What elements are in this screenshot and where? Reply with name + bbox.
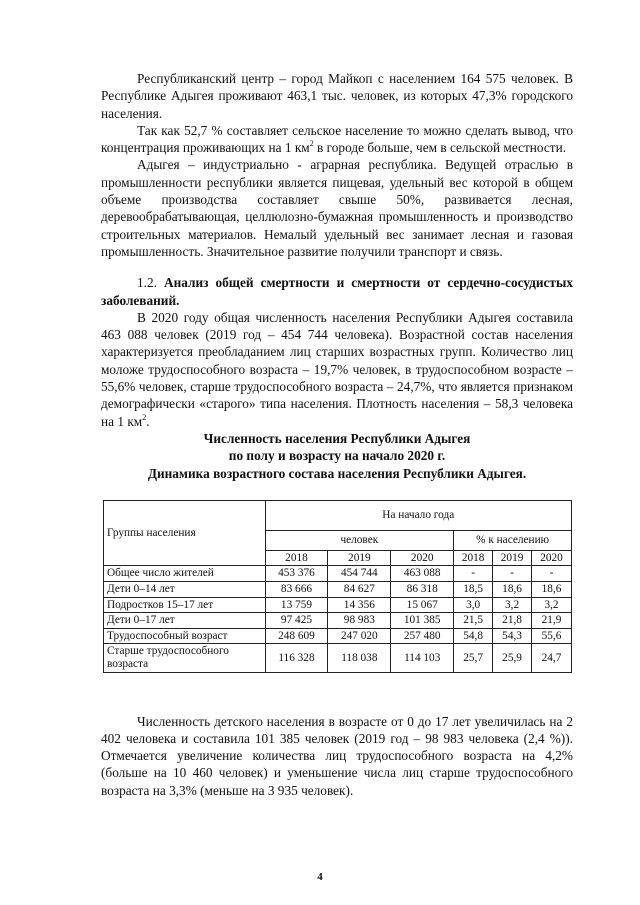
cell-percent: 55,6 [532, 628, 572, 644]
table-row [104, 613, 572, 629]
section-heading [101, 274, 573, 309]
page-number: 4 [317, 871, 323, 883]
paragraph-children: Численность детского населения в возрасте от 0 до 17 лет увеличилась на 2 402 человека и составила 101 385 человек (2019 год – 98 983 человека (2,4 %)). Отмечается увеличение количества лиц трудоспособного возраста на 4,2% (больше на 10 460 человек) и уменьшение числа лиц старше трудоспособного возраста на 3,3% (меньше на 3 935 человек). [101, 713, 573, 798]
cell-percent: 21,8 [493, 613, 532, 629]
header-year: 2018 [454, 550, 493, 566]
cell-people: 101 385 [391, 613, 454, 629]
cell-people: 118 038 [328, 644, 391, 672]
header-year: 2020 [532, 550, 572, 566]
cell-percent: - [493, 566, 532, 582]
population-table [103, 500, 572, 673]
spacer [101, 673, 573, 713]
header-period: На начало года [265, 500, 571, 530]
row-label: Трудоспособный возраст [104, 628, 266, 644]
cell-percent: 18,6 [493, 582, 532, 598]
cell-percent: 25,9 [493, 644, 532, 672]
cell-people: 453 376 [265, 566, 328, 582]
cell-people: 97 425 [265, 613, 328, 629]
row-label: Дети 0–14 лет [104, 582, 266, 598]
paragraph-rural-population [101, 122, 573, 157]
header-people: человек [265, 530, 454, 550]
section-number: 1.2. [137, 275, 164, 291]
cell-percent: 54,8 [454, 628, 493, 644]
cell-people: 114 103 [391, 644, 454, 672]
cell-people: 247 020 [328, 628, 391, 644]
paragraph-population-2020 [101, 309, 573, 430]
cell-people: 248 609 [265, 628, 328, 644]
superscript-km2: 2 [309, 139, 314, 149]
row-label: Подростков 15–17 лет [104, 597, 266, 613]
cell-percent: 24,7 [532, 644, 572, 672]
cell-percent: 3,2 [493, 597, 532, 613]
spacer [101, 260, 573, 274]
cell-people: 84 627 [328, 582, 391, 598]
cell-people: 116 328 [265, 644, 328, 672]
cell-percent: 18,5 [454, 582, 493, 598]
superscript-km2-density: 2 [142, 412, 147, 422]
cell-percent: 3,2 [532, 597, 572, 613]
table-title-line-3: Динамика возрастного состава населения Республики Адыгея. [147, 465, 527, 481]
section-title: Анализ общей смертности и смертности от сердечно-сосудистых заболеваний. [101, 275, 573, 308]
cell-percent: 21,9 [532, 613, 572, 629]
cell-percent: 54,3 [493, 628, 532, 644]
paragraph-population-text-b: . [146, 413, 150, 429]
table-row [104, 628, 572, 644]
cell-people: 83 666 [265, 582, 328, 598]
table-row [104, 597, 572, 613]
cell-people: 463 088 [391, 566, 454, 582]
table-title-line-1: Численность населения Республики Адыгея [203, 430, 471, 446]
paragraph-rural-text-a: Так как 52,7 % составляет сельское население то можно сделать вывод, что концентрация проживающих на 1 км [101, 122, 573, 156]
cell-percent: 18,6 [532, 582, 572, 598]
cell-people: 454 744 [328, 566, 391, 582]
header-groups: Группы населения [104, 500, 266, 566]
table-title-line-2: по полу и возрасту на начало 2020 г. [228, 448, 446, 464]
table-row [104, 566, 572, 582]
paragraph-industry: Адыгея – индустриально - аграрная республика. Ведущей отраслью в промышленности республики является пищевая, удельный вес которой в общем объеме производства составляет свыше 50%, развивается лесная, деревообрабатывающая, целлюлозно-бумажная промышленность и производство строительных материалов. Немалый удельный вес занимает лесная и газовая промышленность. Значительное развитие получили транспорт и связь. [101, 157, 573, 259]
cell-people: 257 480 [391, 628, 454, 644]
cell-people: 98 983 [328, 613, 391, 629]
header-percent: % к населению [454, 530, 572, 550]
header-year: 2018 [265, 550, 328, 566]
cell-percent: 25,7 [454, 644, 493, 672]
paragraph-population-text-a: В 2020 году общая численность населения Республики Адыгея составила 463 088 человек (2019 год – 454 744 человека). Возрастной состав населения характеризуется преобладанием лиц старших возрастных групп. Количество лиц моложе трудоспособного возраста – 19,7% человек, в трудоспособном возрасте – 55,6% человек, старше трудоспособного возраста – 24,7%, что является признаком демографически «старого» типа населения. Плотность населения – 58,3 человека на 1 км [101, 309, 573, 429]
cell-percent: 3,0 [454, 597, 493, 613]
cell-people: 15 067 [391, 597, 454, 613]
cell-percent: - [532, 566, 572, 582]
document-page [101, 70, 573, 799]
header-year: 2019 [493, 550, 532, 566]
table-row [104, 644, 572, 672]
cell-people: 13 759 [265, 597, 328, 613]
row-label: Общее число жителей [104, 566, 266, 582]
paragraph-rural-text-b: в городе больше, чем в сельской местности. [313, 140, 567, 156]
row-label: Старше трудоспособного возраста [104, 644, 266, 672]
table-body [104, 566, 572, 672]
cell-people: 14 356 [328, 597, 391, 613]
table-row [104, 582, 572, 598]
header-year: 2019 [328, 550, 391, 566]
cell-percent: 21,5 [454, 613, 493, 629]
row-label: Дети 0–17 лет [104, 613, 266, 629]
cell-percent: - [454, 566, 493, 582]
paragraph-capital: Республиканский центр – город Майкоп с населением 164 575 человек. В Республике Адыгея проживают 463,1 тыс. человек, из которых 47,3% городского населения. [101, 71, 573, 121]
cell-people: 86 318 [391, 582, 454, 598]
header-year: 2020 [391, 550, 454, 566]
